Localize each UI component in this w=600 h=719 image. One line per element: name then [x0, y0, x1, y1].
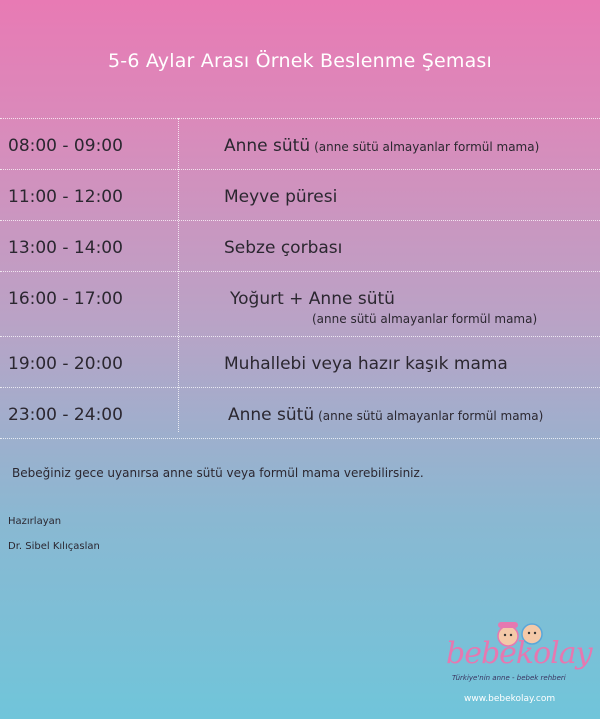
- prepared-by-label: Hazırlayan: [8, 516, 62, 527]
- meal-name: Meyve püresi: [224, 187, 338, 207]
- logo-text: bebekolay: [446, 636, 592, 671]
- logo-tagline: Türkiye'nin anne - bebek rehberi: [452, 674, 566, 682]
- meal-note: (anne sütü almayanlar formül mama): [318, 409, 544, 423]
- schedule-meal: [230, 289, 395, 309]
- schedule-row: [0, 271, 600, 336]
- schedule-time: 08:00 - 09:00: [8, 136, 123, 156]
- schedule-meal: [224, 136, 539, 156]
- meal-name: Anne sütü: [228, 405, 315, 425]
- prepared-by-name: Dr. Sibel Kılıçaslan: [8, 541, 100, 552]
- meal-note: (anne sütü almayanlar formül mama): [312, 312, 538, 326]
- meal-name: Muhallebi veya hazır kaşık mama: [224, 354, 508, 374]
- schedule-meal: [224, 354, 508, 374]
- feeding-schedule-table: [0, 118, 600, 439]
- meal-name: Yoğurt + Anne sütü: [230, 289, 395, 309]
- schedule-meal: [224, 238, 342, 258]
- schedule-row: [0, 220, 600, 271]
- meal-name: Anne sütü: [224, 136, 311, 156]
- bebekolay-logo[interactable]: [446, 618, 592, 712]
- schedule-row: [0, 336, 600, 387]
- meal-name: Sebze çorbası: [224, 238, 343, 258]
- schedule-time: 16:00 - 17:00: [8, 289, 123, 309]
- schedule-time: 19:00 - 20:00: [8, 354, 123, 374]
- page-title: 5-6 Aylar Arası Örnek Beslenme Şeması: [107, 50, 493, 72]
- schedule-row: [0, 169, 600, 220]
- schedule-meal: [224, 187, 337, 207]
- logo-url[interactable]: www.bebekolay.com: [464, 694, 556, 704]
- schedule-time: 23:00 - 24:00: [8, 405, 123, 425]
- schedule-time: 13:00 - 14:00: [8, 238, 123, 258]
- night-feeding-note: Bebeğiniz gece uyanırsa anne sütü veya formül mama verebilirsiniz.: [12, 466, 424, 480]
- schedule-meal: [228, 405, 543, 425]
- schedule-row: [0, 387, 600, 439]
- schedule-row: [0, 118, 600, 169]
- schedule-time: 11:00 - 12:00: [8, 187, 123, 207]
- meal-note: (anne sütü almayanlar formül mama): [314, 140, 540, 154]
